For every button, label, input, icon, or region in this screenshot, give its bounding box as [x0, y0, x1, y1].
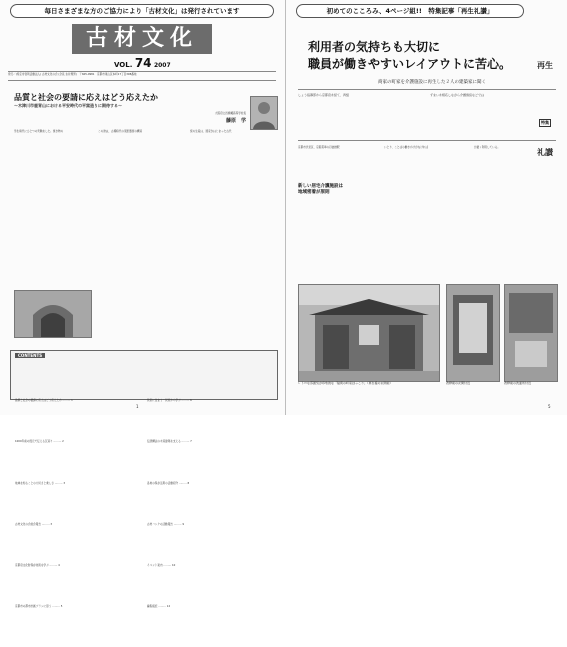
subheadline: 商家の町家を介護施設に再生した２人の建築家に聞く [378, 80, 486, 85]
corner-label-top: 再生 [537, 61, 553, 70]
feature-corner-label [530, 22, 560, 157]
lead-rule [298, 140, 556, 141]
article-title: 品質と社会の要請に応えはどう応えたか [14, 93, 158, 102]
contents-item[interactable]: 地域を知ることの大切さと楽しさ ……… 3 [15, 481, 65, 485]
contents-list-left [15, 361, 143, 609]
headline-line-1: 利用者の気持ちも大切に [308, 40, 441, 54]
contents-item[interactable]: 京都府文化財保存技術を学ぶ ……… 4 [15, 564, 60, 568]
vol-year: 2007 [153, 62, 171, 69]
contents-item[interactable]: 京都市の都市計画プランに思う ……… 5 [15, 605, 63, 609]
contents-item[interactable]: 民家に住まう・民家から学ぶ ……… 6 [147, 399, 192, 402]
lead-column-1: しょう指導部から京都府を経て、再組 [298, 93, 349, 97]
section-heading-line-2: 地域密着が原則 [298, 189, 330, 195]
left-page [0, 0, 286, 609]
lead-column-2: ずまいを相応しながら介護施設などでは [430, 93, 485, 97]
left-banner: 毎日さまざまな方のご協力により「古材文化」は発行されています [10, 4, 274, 18]
right-page [286, 0, 567, 415]
author-name: 藤原 学 [225, 118, 246, 124]
contents-box [10, 350, 278, 609]
washroom-caption: 改修前の洗面所付近 [504, 381, 532, 385]
contents-item[interactable]: 古材文化の会総会報告 ……… 3 [15, 522, 53, 526]
subheadline-rule [298, 89, 556, 90]
headline-line-2: 職員が働きやすいレイアウトに苦心。 [308, 57, 512, 71]
contents-heading: CONTENTS [15, 353, 45, 358]
masthead-rule-top [8, 71, 276, 72]
portrait-silhouette-icon [251, 97, 277, 129]
corner-label-bottom: 礼讃 [537, 148, 553, 157]
entrance-caption: 改修前の玄関付近 [446, 381, 471, 385]
machiya-facade-icon [299, 285, 439, 381]
section-heading [298, 184, 378, 195]
body-column-3: 窯の生産は、国家がはじまった古代 [190, 130, 232, 133]
body-column-1: 学生時代にひとつの実験をした。焼き物の [14, 130, 64, 133]
body-column-3: が最く利用している。 [474, 146, 500, 149]
exterior-caption: レトロな雰囲気が印象的な「稲荷の町家ほっこり」（再生後の玄関前） [298, 381, 393, 385]
contents-item[interactable]: 編集後記 ……… 12 [147, 605, 171, 609]
right-page-number: 5 [548, 404, 551, 409]
body-column-1: 京都市伏見区、京阪電車の丹波橋駅 [298, 146, 340, 149]
washroom-before-photo [504, 284, 558, 382]
contents-item[interactable]: 伝統構法の木造建築を支える ……… 7 [147, 440, 192, 444]
vol-number: 74 [134, 56, 152, 70]
vol-prefix: VOL. [114, 61, 133, 69]
contents-item[interactable]: 古材バンクの活動報告 ……… 9 [147, 522, 184, 526]
volume-label [114, 56, 171, 70]
contents-item[interactable]: 品質と社会の要請に応えはどう応えたか ……… 1 [15, 399, 73, 402]
machiya-exterior-photo [298, 284, 440, 382]
article-subtitle: 〜木津川市鹿背山における平安時代の平窯造りに期待する〜 [14, 103, 122, 108]
body-column-2: いとり、ことばの働きかけがなければ [384, 146, 429, 149]
body-column-2: この途は、古墳時代の須恵器窯の構造 [98, 130, 143, 133]
right-banner: 初めてのこころみ、4ページ組!! 特集記事「再生礼讃」 [296, 4, 524, 18]
corner-label-box: 特集 [541, 120, 549, 125]
author-portrait [250, 96, 278, 130]
publisher-line: 発行／(特定非営利活動法人) 古材文化の会 (会長 永井規男) 〒605-0981 京都市東山区本町17丁目398番地 [8, 73, 137, 76]
contents-item[interactable]: 1000年前の復元で伝える瓦造り ……… 2 [15, 440, 64, 444]
newsletter-title: 古材文化 [72, 24, 212, 54]
contents-item[interactable]: イベント案内 ……… 10 [147, 564, 176, 568]
entrance-interior-icon [447, 285, 499, 381]
kiln-arch-icon [15, 291, 91, 337]
kiln-photo [14, 290, 92, 338]
author-affiliation: 大阪府立四條畷高等学校長 [214, 112, 246, 115]
masthead-rule-bottom [8, 80, 276, 81]
left-page-number: 1 [136, 404, 139, 409]
contents-list-right [147, 361, 273, 609]
entrance-before-photo [446, 284, 500, 382]
washroom-interior-icon [505, 285, 557, 381]
contents-item[interactable]: 各地の保存活用の活動紹介 ……… 8 [147, 481, 190, 485]
section-heading-line-1: 新しい居宅介護施設は [298, 184, 343, 189]
